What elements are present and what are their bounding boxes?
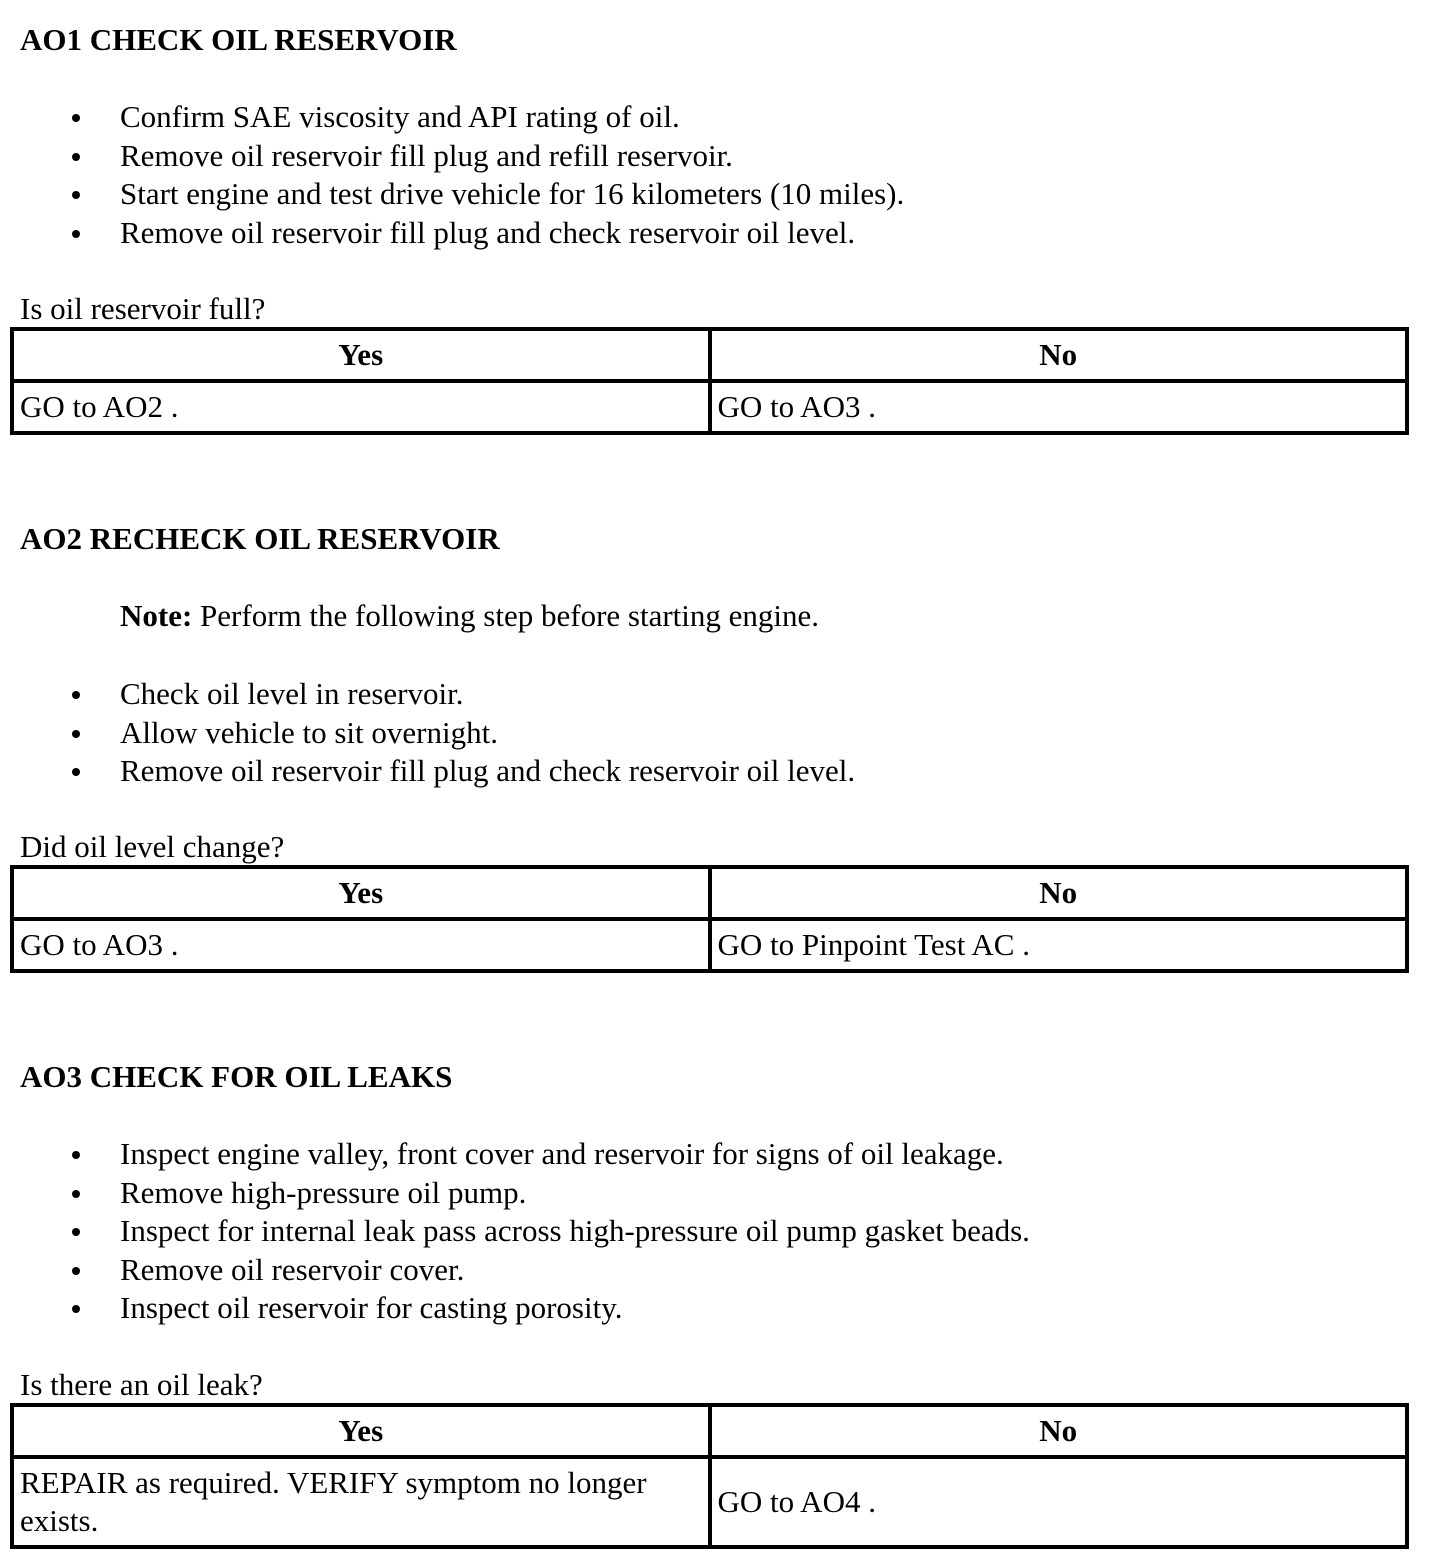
- note-label: Note:: [120, 598, 193, 633]
- list-item: [0, 1212, 1030, 1251]
- step-text: Allow vehicle to sit overnight.: [120, 714, 498, 750]
- bullet-icon: [72, 153, 80, 161]
- no-header: No: [710, 329, 1408, 381]
- no-header: No: [710, 867, 1408, 919]
- no-header: No: [710, 1405, 1408, 1457]
- list-item: [0, 175, 904, 214]
- bullet-icon: [72, 114, 80, 122]
- bullet-icon: [72, 230, 80, 238]
- step-text: Inspect oil reservoir for casting porosity.: [120, 1290, 623, 1325]
- step-list: [0, 675, 855, 791]
- bullet-icon: [72, 1305, 80, 1313]
- step-text: Inspect for internal leak pass across high-pressure oil pump gasket beads.: [120, 1213, 1030, 1248]
- list-item: [0, 752, 855, 791]
- bullet-icon: [72, 1151, 80, 1159]
- step-list: [0, 1135, 1030, 1328]
- note-text: Perform the following step before starting engine.: [192, 598, 820, 633]
- decision-question: Is oil reservoir full?: [20, 291, 266, 326]
- step-text: Remove oil reservoir fill plug and check reservoir oil level.: [120, 214, 856, 250]
- list-item: [0, 1174, 1030, 1213]
- yes-header: Yes: [12, 867, 710, 919]
- section-heading: AO1 CHECK OIL RESERVOIR: [20, 22, 457, 57]
- bullet-icon: [72, 730, 80, 738]
- bullet-icon: [72, 768, 80, 776]
- list-item: [0, 137, 904, 176]
- step-text: Remove oil reservoir fill plug and check reservoir oil level.: [120, 753, 856, 788]
- list-item: [0, 1135, 1030, 1174]
- table-row: [12, 381, 1407, 433]
- decision-table: [10, 327, 1409, 435]
- table-header-row: [12, 867, 1407, 919]
- step-list: [0, 98, 904, 252]
- decision-table: [10, 865, 1409, 973]
- decision-table: [10, 1403, 1409, 1549]
- no-action: GO to AO4 .: [710, 1457, 1408, 1547]
- list-item: [0, 714, 855, 753]
- step-text: Remove high-pressure oil pump.: [120, 1174, 527, 1210]
- note: [120, 597, 819, 635]
- step-text: Start engine and test drive vehicle for 16 kilometers (10 miles).: [120, 176, 905, 211]
- yes-action: REPAIR as required. VERIFY symptom no longer exists.: [12, 1457, 710, 1547]
- step-text: Inspect engine valley, front cover and reservoir for signs of oil leakage.: [120, 1136, 1004, 1171]
- no-action: GO to AO3 .: [710, 381, 1408, 433]
- table-header-row: [12, 1405, 1407, 1457]
- step-text: Confirm SAE viscosity and API rating of oil.: [120, 99, 680, 134]
- bullet-icon: [72, 1267, 80, 1275]
- decision-question: Is there an oil leak?: [20, 1367, 263, 1402]
- step-text: Remove oil reservoir cover.: [120, 1251, 465, 1287]
- bullet-icon: [72, 1190, 80, 1198]
- section-heading: AO3 CHECK FOR OIL LEAKS: [20, 1059, 453, 1094]
- step-text: Remove oil reservoir fill plug and refill reservoir.: [120, 137, 733, 173]
- list-item: [0, 98, 904, 137]
- bullet-icon: [72, 191, 80, 199]
- list-item: [0, 1289, 1030, 1328]
- list-item: [0, 214, 904, 253]
- yes-header: Yes: [12, 329, 710, 381]
- section-heading: AO2 RECHECK OIL RESERVOIR: [20, 521, 500, 556]
- bullet-icon: [72, 691, 80, 699]
- list-item: [0, 1251, 1030, 1290]
- step-text: Check oil level in reservoir.: [120, 676, 464, 711]
- yes-action: GO to AO2 .: [12, 381, 710, 433]
- table-row: [12, 1457, 1407, 1547]
- table-row: [12, 919, 1407, 971]
- yes-header: Yes: [12, 1405, 710, 1457]
- decision-question: Did oil level change?: [20, 829, 285, 864]
- table-header-row: [12, 329, 1407, 381]
- bullet-icon: [72, 1228, 80, 1236]
- list-item: [0, 675, 855, 714]
- no-action: GO to Pinpoint Test AC .: [710, 919, 1408, 971]
- yes-action: GO to AO3 .: [12, 919, 710, 971]
